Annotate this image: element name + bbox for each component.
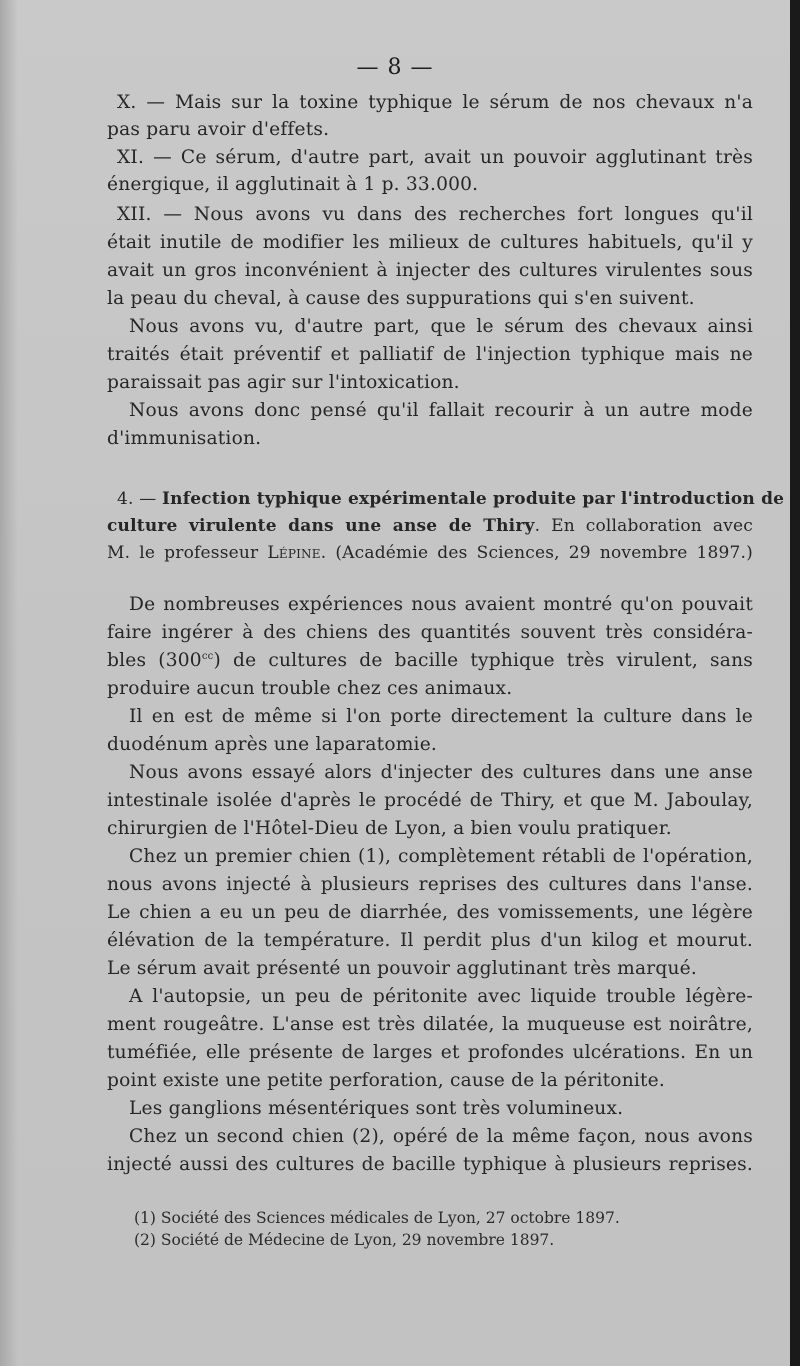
paragraph-line: X. — Mais sur la toxine typhique le sérum de nos chevaux n'a xyxy=(117,92,753,113)
paragraph-line: XI. — Ce sérum, d'autre part, avait un pouvoir agglutinant très xyxy=(117,147,753,168)
footnote-1: (1) Société des Sciences médicales de Lyon, 27 octobre 1897. xyxy=(134,1209,620,1227)
paragraph-line: Il en est de même si l'on porte directement la culture dans le xyxy=(129,706,753,727)
heading-line-1 xyxy=(117,486,785,513)
paragraph-line: injecté aussi des cultures de bacille typhique à plusieurs reprises. xyxy=(107,1154,753,1175)
paragraph-line: Chez un second chien (2), opéré de la même façon, nous avons xyxy=(129,1126,753,1147)
paragraph-line: faire ingérer à des chiens des quantités souvent très considéra- xyxy=(107,622,753,643)
paragraph-line xyxy=(107,647,753,674)
paragraph-line: Le chien a eu un peu de diarrhée, des vomissements, une légère xyxy=(107,902,753,923)
paragraph-line: d'immunisation. xyxy=(107,428,262,449)
paragraph-line: était inutile de modifier les milieux de cultures habituels, qu'il y xyxy=(107,232,753,253)
paragraph-line: traités était préventif et palliatif de l'injection typhique mais ne xyxy=(107,344,753,365)
page-edge-shadow xyxy=(0,0,18,1366)
paragraph-line: pas paru avoir d'effets. xyxy=(107,119,330,140)
paragraph-line: produire aucun trouble chez ces animaux. xyxy=(107,678,513,699)
paragraph-line: Nous avons donc pensé qu'il fallait recourir à un autre mode xyxy=(129,400,753,421)
text-fragment: ) de cultures de bacille typhique très virulent, sans xyxy=(213,650,753,671)
paragraph-line: énergique, il agglutinait à 1 p. 33.000. xyxy=(107,174,479,195)
heading-collaboration: . En collaboration avec xyxy=(534,516,753,536)
superscript-unit: cc xyxy=(201,650,214,662)
paragraph-line: avait un gros inconvénient à injecter des cultures virulentes sous xyxy=(107,260,753,281)
paragraph-line: élévation de la température. Il perdit plus d'un kilog et mourut. xyxy=(107,930,753,951)
heading-line-2 xyxy=(107,513,753,540)
paragraph-line: Le sérum avait présenté un pouvoir agglutinant très marqué. xyxy=(107,958,697,979)
paragraph-line: nous avons injecté à plusieurs reprises des cultures dans l'anse. xyxy=(107,874,753,895)
paragraph-line: XII. — Nous avons vu dans des recherches fort longues qu'il xyxy=(117,204,753,225)
paragraph-line: duodénum après une laparatomie. xyxy=(107,734,438,755)
footnote-2: (2) Société de Médecine de Lyon, 29 novembre 1897. xyxy=(134,1231,555,1249)
heading-line3-prefix: M. le professeur xyxy=(107,543,268,563)
heading-line-3 xyxy=(107,540,753,567)
paragraph-line: chirurgien de l'Hôtel-Dieu de Lyon, a bien voulu pratiquer. xyxy=(107,818,672,839)
paragraph-line: De nombreuses expériences nous avaient montré qu'on pouvait xyxy=(129,594,753,615)
heading-number: 4. — xyxy=(117,489,163,509)
paragraph-line: ment rougeâtre. L'anse est très dilatée, la muqueuse est noirâtre, xyxy=(107,1014,753,1035)
paragraph-line: point existe une petite perforation, cause de la péritonite. xyxy=(107,1070,666,1091)
paragraph-line: la peau du cheval, à cause des suppurations qui s'en suivent. xyxy=(107,288,695,309)
paragraph-line: Nous avons essayé alors d'injecter des cultures dans une anse xyxy=(129,762,753,783)
page-number: — 8 — xyxy=(356,55,434,80)
paragraph-line: tuméfiée, elle présente de larges et profondes ulcérations. En un xyxy=(107,1042,753,1063)
paragraph-line: A l'autopsie, un peu de péritonite avec liquide trouble légère- xyxy=(129,986,753,1007)
heading-line3-suffix: . (Académie des Sciences, 29 novembre 1897.) xyxy=(320,543,753,563)
paragraph-line: Chez un premier chien (1), complètement rétabli de l'opération, xyxy=(129,846,753,867)
heading-title-part-2: culture virulente dans une anse de Thiry xyxy=(107,516,535,536)
paragraph-line: Nous avons vu, d'autre part, que le sérum des chevaux ainsi xyxy=(129,316,753,337)
paragraph-line: intestinale isolée d'après le procédé de Thiry, et que M. Jaboulay, xyxy=(107,790,753,811)
paragraph-line: paraissait pas agir sur l'intoxication. xyxy=(107,372,460,393)
heading-title-part-1: Infection typhique expérimentale produite par l'introduction de xyxy=(162,489,785,509)
text-fragment: bles (300 xyxy=(107,650,202,671)
author-name: Lépine xyxy=(267,543,321,563)
paragraph-line: Les ganglions mésentériques sont très volumineux. xyxy=(129,1098,624,1119)
